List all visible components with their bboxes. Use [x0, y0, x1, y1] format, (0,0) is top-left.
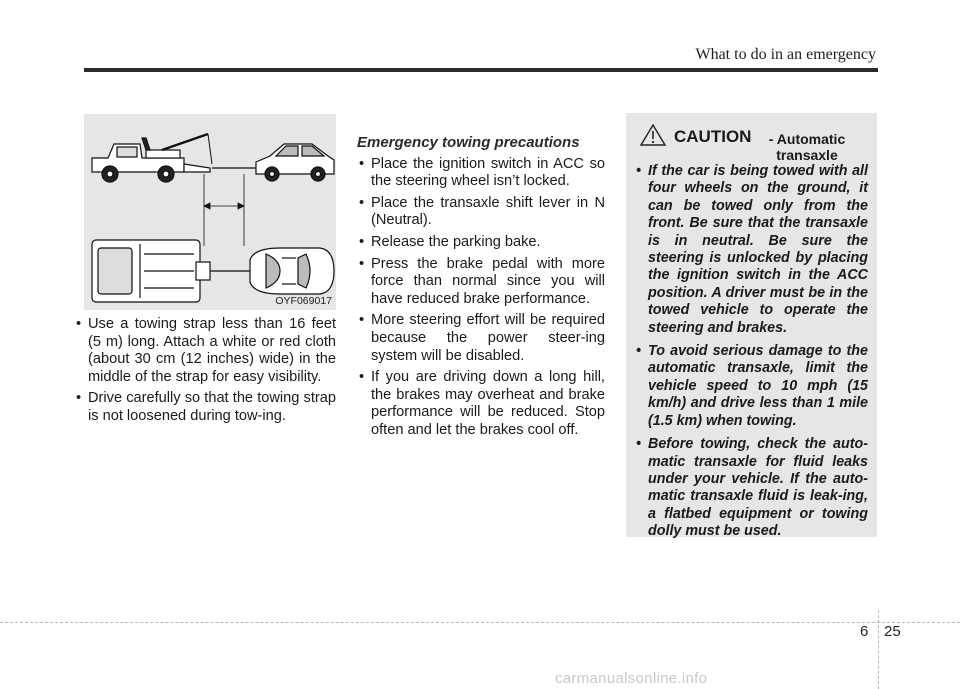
caution-item: • To avoid serious damage to the automatic transaxle, limit the vehicle speed to 10 mph (15 km/h) and drive less than 1 mile (1.5 km) when towing. — [634, 343, 868, 430]
footer-divider — [878, 610, 879, 689]
list-item: • Place the ignition switch in ACC so the steering wheel isn’t locked. — [357, 156, 605, 191]
figure-code-label: OYF069017 — [275, 295, 332, 307]
footer-rule — [0, 622, 960, 623]
chapter-number: 6 — [860, 623, 869, 640]
towed-sedan-side-icon — [256, 144, 334, 181]
caution-title: CAUTION — [674, 127, 752, 146]
caution-item: • Before towing, check the auto-matic transaxle for fluid leaks under your vehicle. If the auto-matic transaxle fluid is leak-ing, a flatbed equipment or towing dolly must be used. — [634, 436, 868, 540]
caution-header — [640, 121, 870, 161]
tow-truck-top-icon — [92, 240, 210, 302]
list-item: • More steering effort will be required because the power steer-ing system will be disabled. — [357, 312, 605, 365]
caution-item: • If the car is being towed with all four wheels on the ground, it can be towed only from the front. Be sure that the transaxle is in neutral. Be sure the steering is unlocked by placing the ignition switch in the ACC position. A driver must be in the towed vehicle to operate the steering and brakes. — [634, 163, 868, 337]
list-item: • Press the brake pedal with more force than normal since you will have reduced brake performance. — [357, 256, 605, 309]
tow-truck-side-icon — [92, 134, 212, 182]
list-item: • Place the transaxle shift lever in N (Neutral). — [357, 195, 605, 230]
column-middle — [357, 134, 605, 444]
column-left — [74, 316, 336, 430]
warning-triangle-icon — [640, 124, 666, 146]
list-item: • If you are driving down a long hill, the brakes may overheat and brake performance will be reduced. Stop often and let the brakes cool off. — [357, 369, 605, 439]
watermark: carmanualsonline.info — [555, 670, 708, 687]
list-item: • Use a towing strap less than 16 feet (5 m) long. Attach a white or red cloth (about 30 cm (12 inches) wide) in the middle of the strap for easy visibility. — [74, 316, 336, 386]
strap-length-dimension — [204, 174, 244, 246]
towing-precautions-list — [357, 156, 605, 440]
towing-diagram-graphic — [84, 114, 336, 310]
caution-box — [626, 113, 877, 540]
towing-illustration — [84, 114, 336, 310]
list-item: • Drive carefully so that the towing strap is not loosened during tow-ing. — [74, 390, 336, 425]
caution-subtitle: - Automatic transaxle — [768, 131, 846, 163]
towed-sedan-top-icon — [250, 248, 334, 294]
page-header-title: What to do in an emergency — [695, 46, 876, 63]
list-item: • Release the parking bake. — [357, 234, 605, 252]
caution-list — [634, 163, 868, 547]
header-rule — [84, 68, 878, 72]
page-number: 25 — [884, 623, 901, 640]
section-heading: Emergency towing precautions — [357, 134, 580, 151]
towing-strap-list — [74, 316, 336, 426]
